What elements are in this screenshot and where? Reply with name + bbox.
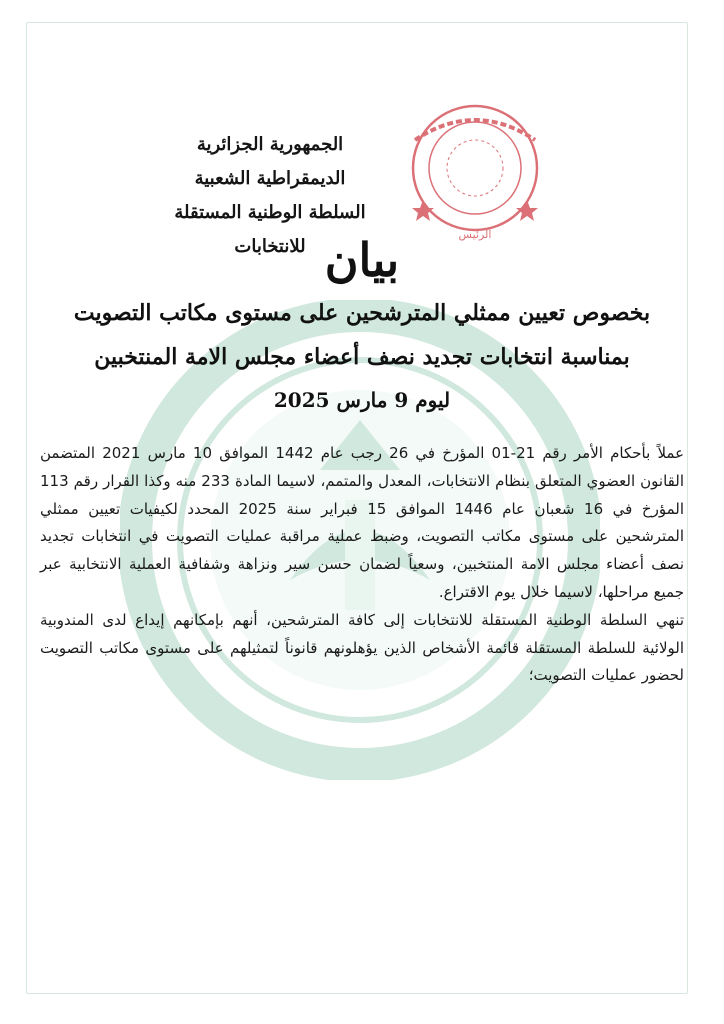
page-title: بيان	[324, 233, 400, 287]
subtitle-line-1: بخصوص تعيين ممثلي المترشحين على مستوى مكاتب التصويت	[73, 300, 651, 326]
subtitle-date: ليوم 9 مارس 2025	[273, 388, 451, 412]
official-stamp-icon	[395, 100, 555, 250]
body-paragraph-2: تنهي السلطة الوطنية المستقلة للانتخابات إلى كافة المترشحين، أنهم بإمكانهم إيداع لدى المندوبية الولائية للسلطة المستقلة قائمة الأشخاص الذين يؤهلونهم قانوناً لتمثيلهم على مستوى مكاتب التصويت لحضور عمليات التصويت؛	[40, 610, 684, 685]
body-paragraph-1: عملاً بأحكام الأمر رقم 21-01 المؤرخ في 26 رجب عام 1442 الموافق 10 مارس 2021 المتضمن القانون العضوي المتعلق بنظام الانتخابات، المعدل والمتمم، لاسيما المادة 233 منه وكذا القرار رقم 113 المؤرخ في 16 شعبان عام 1446 الموافق 15 فبراير سنة 2025 المحدد لكيفيات تعيين ممثلي المترشحين على مستوى مكاتب التصويت، وضبط عملية مراقبة عمليات التصويت في انتخابات تجديد نصف أعضاء مجلس الامة المنتخبين، وسعياً لضمان حسن سير ونزاهة وشفافية العملية الانتخابية عبر جميع مراحلها، لاسيما خلال يوم الاقتراع.	[40, 444, 685, 601]
statement-body	[40, 440, 684, 690]
subtitle-line-2: بمناسبة انتخابات تجديد نصف أعضاء مجلس الامة المنتخبين	[94, 344, 630, 370]
stamp-label: الرئيس	[458, 228, 492, 241]
header-line-authority: السلطة الوطنية المستقلة للانتخابات	[174, 202, 366, 257]
header-line-republic: الجمهورية الجزائرية الديمقراطية الشعبية	[194, 134, 346, 189]
